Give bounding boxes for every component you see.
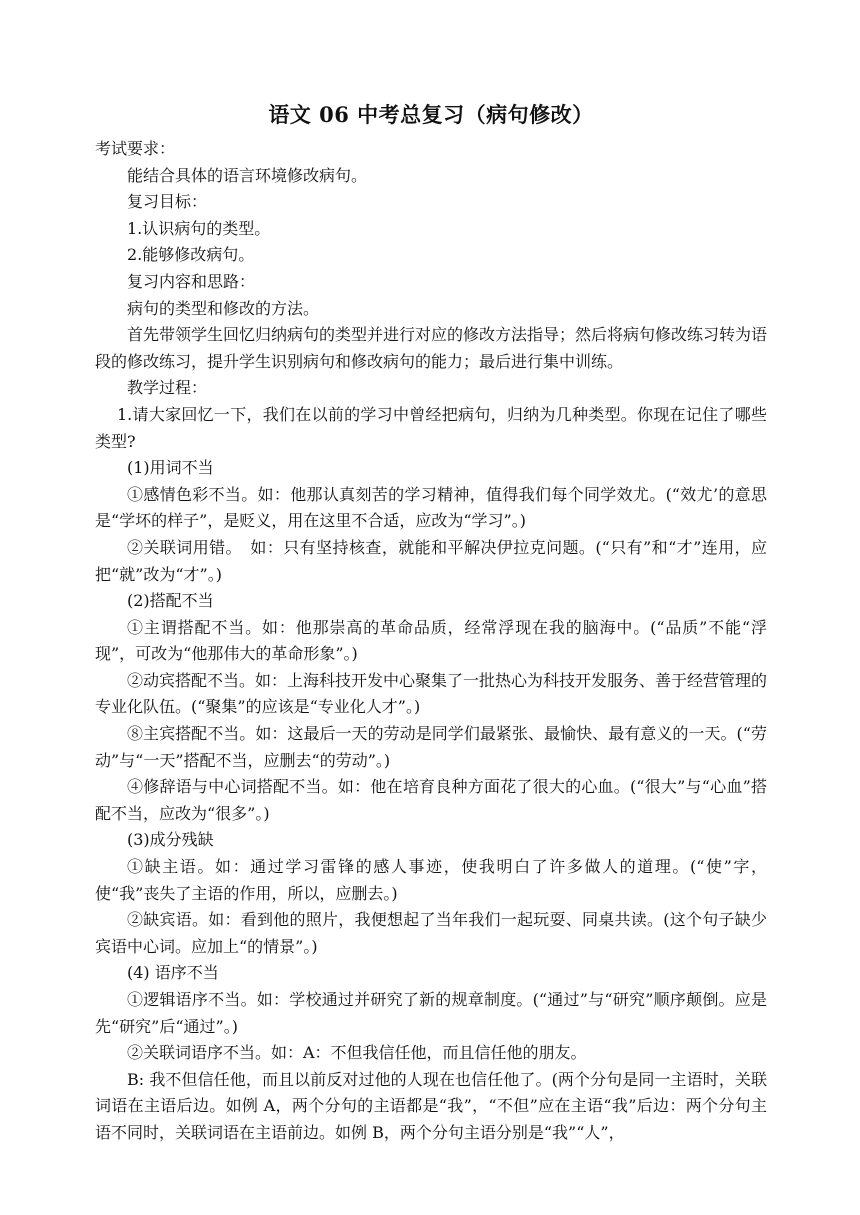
paragraph-content-heading: 复习内容和思路： xyxy=(127,271,256,291)
document-page xyxy=(95,100,767,1147)
paragraph-type-4-item-2-example-b: B: 我不但信任他，而且以前反对过他的人现在也信任他了。(两个分句是同一主语时，关联词语在主语后边。如例 A，两个分句的主语都是“我”，“不但”应在主语“我”后边：两个分句主语不同时，关联词语在主语前边。如例 B，两个分句主语分别是“我”“人”， xyxy=(95,1069,767,1142)
paragraph-type-1-item-1: ①感情色彩不当。如：他那认真刻苦的学习精神，值得我们每个同学效尤。(“效尤’的意思是“学坏的样子”，是贬义，用在这里不合适，应改为“学习”。) xyxy=(95,484,767,531)
paragraph-exam-requirements: 能结合具体的语言环境修改病句。 xyxy=(127,165,368,185)
paragraph-type-2-item-3: ⑧主宾搭配不当。如：这最后一天的劳动是同学们最紧张、最愉快、最有意义的一天。(“劳动”与“一天”搭配不当，应删去“的劳动”。) xyxy=(95,724,767,770)
paragraph-question-1: 1.请大家回忆一下，我们在以前的学习中曾经把病句，归纳为几种类型。你现在记住了哪些类型? xyxy=(95,404,767,451)
paragraph-goal-2: 2.能够修改病句。 xyxy=(127,245,255,265)
paragraph-type-2-heading: (2)搭配不当 xyxy=(127,591,214,611)
paragraph-type-2-item-1: ①主谓搭配不当。如：他那崇高的革命品质，经常浮现在我的脑海中。(“品质”不能“浮现”，可改为“他那伟大的革命形象”。) xyxy=(95,617,767,664)
paragraph-type-1-item-2: ②关联词用错。 如：只有坚持核查，就能和平解决伊拉克问题。(“只有”和“才”连用，应把“就”改为“才”。) xyxy=(95,537,767,584)
paragraph-type-3-item-1: ①缺主语。如：通过学习雷锋的感人事迹，使我明白了许多做人的道理。(“使”字，使“我”丧失了主语的作用，所以，应删去。) xyxy=(95,857,767,903)
paragraph-type-3-item-2: ②缺宾语。如：看到他的照片，我便想起了当年我们一起玩耍、同桌共读。(这个句子缺少宾语中心词。应加上“的情景”。) xyxy=(95,910,767,956)
paragraph-goal-1: 1.认识病句的类型。 xyxy=(127,218,271,238)
paragraph-type-4-item-1: ①逻辑语序不当。如：学校通过并研究了新的规章制度。(“通过”与“研究”顺序颠倒。应是先“研究”后“通过”。) xyxy=(95,990,767,1036)
paragraph-type-2-item-2: ②动宾搭配不当。如：上海科技开发中心聚集了一批热心为科技开发服务、善于经营管理的专业化队伍。(“聚集”的应该是“专业化人才”。) xyxy=(95,670,768,717)
paragraph-type-1-heading: (1)用词不当 xyxy=(127,458,214,478)
paragraph-type-2-item-4: ④修辞语与中心词搭配不当。如：他在培育良种方面花了很大的心血。(“很大”与“心血”搭配不当，应改为“很多”。) xyxy=(95,777,767,823)
document-title: 语文 06 中考总复习（病句修改） xyxy=(268,102,594,127)
paragraph-review-goals-heading: 复习目标： xyxy=(127,192,208,212)
paragraph-type-4-item-2: ②关联词语序不当。如：A：不但我信任他，而且信任他的朋友。 xyxy=(127,1043,587,1063)
paragraph-approach: 首先带领学生回忆归纳病句的类型并进行对应的修改方法指导；然后将病句修改练习转为语段的修改练习，提升学生识别病句和修改病句的能力；最后进行集中训练。 xyxy=(95,325,768,371)
paragraph-content: 病句的类型和修改的方法。 xyxy=(127,298,320,318)
paragraph-exam-requirements-heading: 考试要求： xyxy=(95,139,176,158)
paragraph-teaching-process-heading: 教学过程： xyxy=(127,378,208,398)
paragraph-type-3-heading: (3)成分残缺 xyxy=(127,830,214,850)
paragraph-type-4-heading: (4) 语序不当 xyxy=(127,963,219,983)
